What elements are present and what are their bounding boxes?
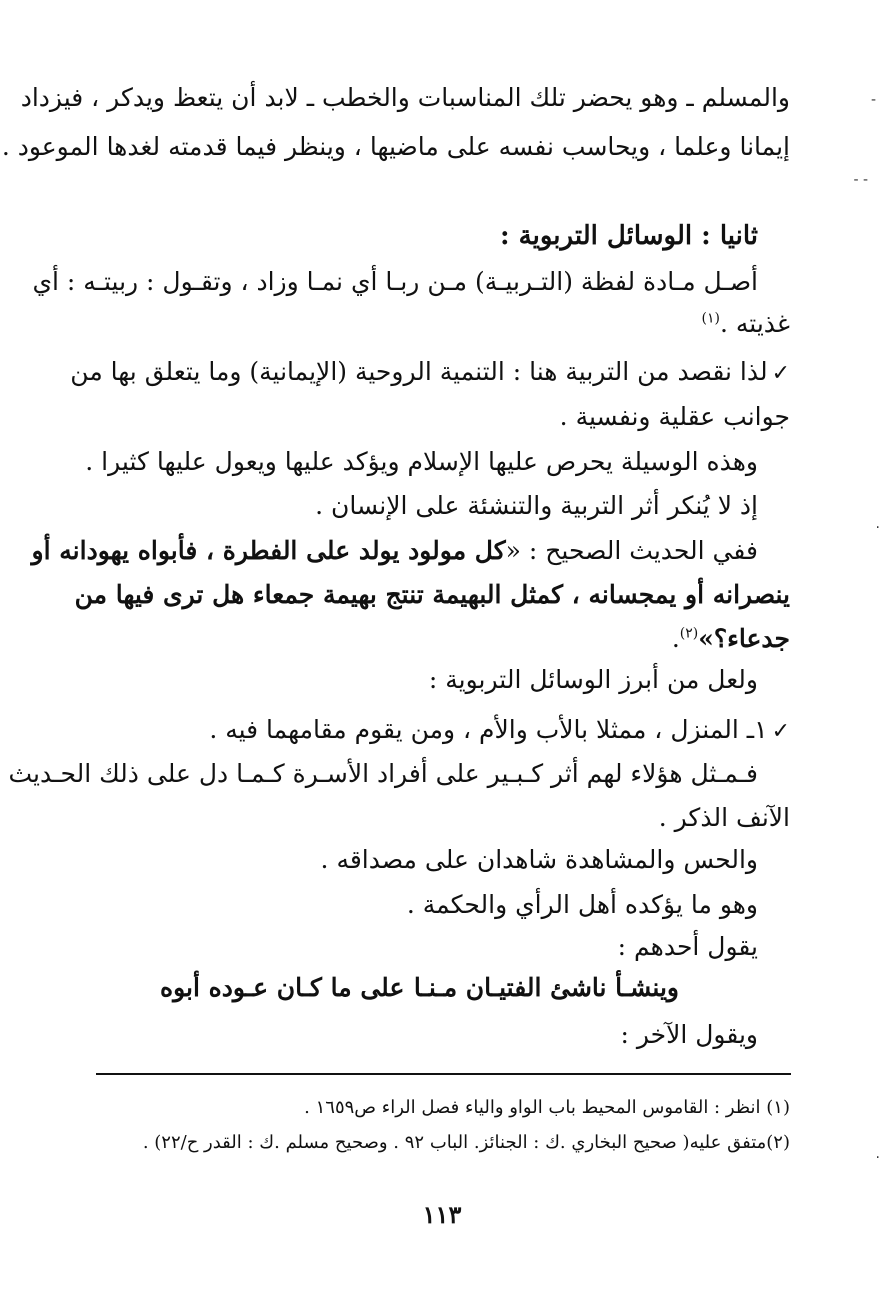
hadith-period: . (671, 624, 680, 653)
margin-mark-icon: - - (853, 172, 868, 188)
text-line-13-body: ١ـ المنزل ، ممثلا بالأب والأم ، ومن يقوم مقامهما فيه . (209, 715, 768, 744)
text-line-9 (31, 531, 758, 571)
margin-mark-icon: · (875, 520, 880, 536)
text-line-4-body: غذيته . (720, 309, 790, 338)
text-line-10: ينصرانه أو يمجسانه ، كمثل البهيمة تنتج بهيمة جمعاء هل ترى فيها من (74, 580, 790, 609)
text-line-13 (80, 710, 790, 750)
text-line-12: ولعل من أبرز الوسائل التربوية : (428, 665, 758, 694)
hadith-text-start: كل مولود يولد على الفطرة ، فأبواه يهودانه أو (31, 536, 506, 565)
hadith-intro: ففي الحديث الصحيح : « (505, 536, 758, 565)
text-line-19: ويقول الآخر : (620, 1020, 758, 1049)
hadith-text-end: جدعاء؟» (698, 624, 790, 653)
text-line-11 (80, 619, 790, 659)
text-line-8: إذ لا يُنكر أثر التربية والتنشئة على الإنسان . (315, 491, 758, 520)
text-line-4 (80, 304, 790, 344)
text-line-18: يقول أحدهم : (617, 932, 758, 961)
text-line-17: وهو ما يؤكده أهل الرأي والحكمة . (406, 890, 758, 919)
text-line-3: أصـل مـادة لفظة (التـربيـة) مـن ربـا أي نمـا وزاد ، وتقـول : ربيتـه : أي (32, 267, 758, 296)
section-heading: ثانيا : الوسائل التربوية : (500, 221, 758, 251)
poem-second-hemistich: على ما كـان عـوده أبوه (160, 973, 405, 1002)
footnote-ref-2: (٢) (679, 625, 699, 642)
footnote-2: (٢)متفق عليه( صحيح البخاري .ك : الجنائز. الباب ٩٢ . وصحيح مسلم .ك : القدر ح/٢٢) . (142, 1132, 790, 1153)
text-line-5 (70, 352, 790, 392)
text-line-1: والمسلم ـ وهو يحضر تلك المناسبات والخطب ـ لابد أن يتعظ ويدكر ، فيزداد (20, 83, 790, 112)
text-line-16: والحس والمشاهدة شاهدان على مصداقه . (320, 845, 758, 874)
text-line-6: جوانب عقلية ونفسية . (559, 402, 790, 431)
text-line-14: فـمـثل هؤلاء لهم أثر كـبـير على أفراد الأسـرة كـمـا دل على ذلك الحـديث (8, 759, 758, 788)
page-number: ١١٣ (422, 1200, 462, 1229)
text-line-5-body: لذا نقصد من التربية هنا : التنمية الروحية (الإيمانية) وما يتعلق بها من (70, 357, 768, 386)
footnote-divider (96, 1073, 791, 1075)
footnote-ref-1: (١) (701, 310, 720, 327)
checkmark-icon: ✓ (771, 719, 790, 744)
text-line-2: إيمانا وعلما ، ويحاسب نفسه على ماضيها ، وينظر فيما قدمته لغدها الموعود . (1, 132, 790, 161)
footnote-1: (١) انظر : القاموس المحيط باب الواو والياء فصل الراء ص١٦٥٩ . (304, 1097, 790, 1118)
text-line-7: وهذه الوسيلة يحرص عليها الإسلام ويؤكد عليها ويعول عليها كثيرا . (85, 447, 758, 476)
text-line-15: الآنف الذكر . (658, 803, 790, 832)
poem-first-hemistich: وينشـأ ناشئ الفتيـان مـنـا (413, 973, 679, 1002)
margin-mark-icon: · (875, 1150, 880, 1166)
margin-mark-icon: - (870, 92, 876, 108)
checkmark-icon: ✓ (771, 361, 790, 386)
